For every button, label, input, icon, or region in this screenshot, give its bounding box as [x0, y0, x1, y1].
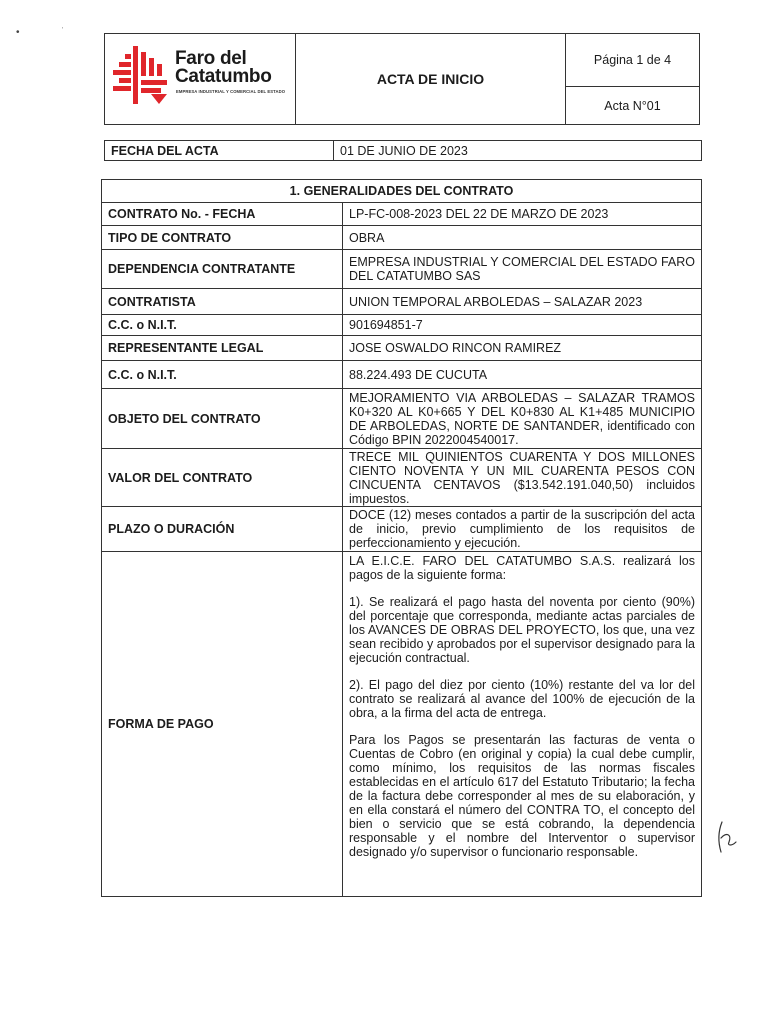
- row-label: DEPENDENCIA CONTRATANTE: [102, 250, 343, 289]
- forma-pago-paragraph: 2). El pago del diez por ciento (10%) restante del va lor del contrato se realizará al avance del 100% de ejecución de la obra, a la firma del acta de entrega.: [349, 678, 695, 720]
- table-row: [102, 203, 702, 226]
- handwritten-initial: [712, 818, 740, 856]
- forma-pago-paragraph: Para los Pagos se presentarán las facturas de venta o Cuentas de Cobro (en original y copia) la cual debe cumplir, como mínimo, los requisitos de las normas fiscales establecidas en el artículo 617 del Estatuto Tributario; la fecha de la factura debe corresponder al mes de su elaboración, y en ella constará el número del CONTRA TO, el concepto del bien o servicio que se está cobrando, la dependencia responsable y el nombre del Interventor o supervisor designado y/o supervisor o funcionario responsable.: [349, 733, 695, 859]
- logo-wordmark: Faro del Catatumbo: [175, 48, 272, 87]
- document-title: ACTA DE INICIO: [296, 34, 566, 124]
- row-value: DOCE (12) meses contados a partir de la suscripción del acta de inicio, previo cumplimiento de los requisitos de perfeccionamiento y ejecución.: [343, 507, 702, 552]
- forma-pago-paragraph: LA E.I.C.E. FARO DEL CATATUMBO S.A.S. realizará los pagos de la siguiente forma:: [349, 554, 695, 582]
- row-value: JOSE OSWALDO RINCON RAMIREZ: [343, 336, 702, 361]
- row-value: MEJORAMIENTO VIA ARBOLEDAS – SALAZAR TRAMOS K0+320 AL K0+665 Y DEL K0+830 AL K1+485 MUNICIPIO DE ARBOLEDAS, NORTE DE SANTANDER, identificado con Código BPIN 2022004540017.: [343, 389, 702, 449]
- fecha-label: FECHA DEL ACTA: [105, 141, 334, 160]
- row-label: C.C. o N.I.T.: [102, 315, 343, 336]
- table-row: [102, 552, 702, 897]
- table-row: [102, 226, 702, 250]
- table-row: [102, 250, 702, 289]
- forma-pago-text: [343, 552, 702, 897]
- row-value: 901694851-7: [343, 315, 702, 336]
- fecha-row: [104, 140, 702, 161]
- row-value: EMPRESA INDUSTRIAL Y COMERCIAL DEL ESTADO FARO DEL CATATUMBO SAS: [343, 250, 702, 289]
- scan-speck: •: [16, 27, 20, 38]
- scan-speck: ': [62, 27, 64, 34]
- logo-tagline: EMPRESA INDUSTRIAL Y COMERCIAL DEL ESTADO: [176, 89, 286, 94]
- row-label: C.C. o N.I.T.: [102, 361, 343, 389]
- table-row: [102, 507, 702, 552]
- row-label: CONTRATISTA: [102, 289, 343, 315]
- row-label: VALOR DEL CONTRATO: [102, 449, 343, 507]
- row-label: REPRESENTANTE LEGAL: [102, 336, 343, 361]
- table-row: [102, 336, 702, 361]
- table-row: [102, 361, 702, 389]
- section-title: 1. GENERALIDADES DEL CONTRATO: [102, 180, 702, 203]
- fecha-value: 01 DE JUNIO DE 2023: [340, 143, 468, 158]
- acta-number: Acta N°01: [604, 98, 661, 113]
- row-label: OBJETO DEL CONTRATO: [102, 389, 343, 449]
- table-row: [102, 449, 702, 507]
- row-label: FORMA DE PAGO: [102, 552, 343, 897]
- logo-cell: [105, 34, 296, 124]
- row-value: TRECE MIL QUINIENTOS CUARENTA Y DOS MILLONES CIENTO NOVENTA Y UN MIL CUARENTA PESOS CON CINCUENTA CENTAVOS ($13.542.191.040,50) incluidos impuestos.: [343, 449, 702, 507]
- forma-pago-paragraph: 1). Se realizará el pago hasta del noventa por ciento (90%) del porcentaje que corresponda, mediante actas parciales de los AVANCES DE OBRAS DEL PROYECTO, los que, una vez sean recibido y aprobados por el supervisor designado para la ejecución contractual.: [349, 595, 695, 665]
- row-value: 88.224.493 DE CUCUTA: [343, 361, 702, 389]
- row-label: CONTRATO No. - FECHA: [102, 203, 343, 226]
- page-number: Página 1 de 4: [566, 34, 699, 87]
- table-row: [102, 289, 702, 315]
- faro-del-catatumbo-logo-icon: [111, 44, 171, 106]
- table-row: [102, 389, 702, 449]
- generalidades-table: [101, 179, 702, 897]
- row-label: PLAZO O DURACIÓN: [102, 507, 343, 552]
- row-value: UNION TEMPORAL ARBOLEDAS – SALAZAR 2023: [343, 289, 702, 315]
- document-header: [104, 33, 700, 125]
- row-value: OBRA: [343, 226, 702, 250]
- row-value: LP-FC-008-2023 DEL 22 DE MARZO DE 2023: [343, 203, 702, 226]
- row-label: TIPO DE CONTRATO: [102, 226, 343, 250]
- table-row: [102, 315, 702, 336]
